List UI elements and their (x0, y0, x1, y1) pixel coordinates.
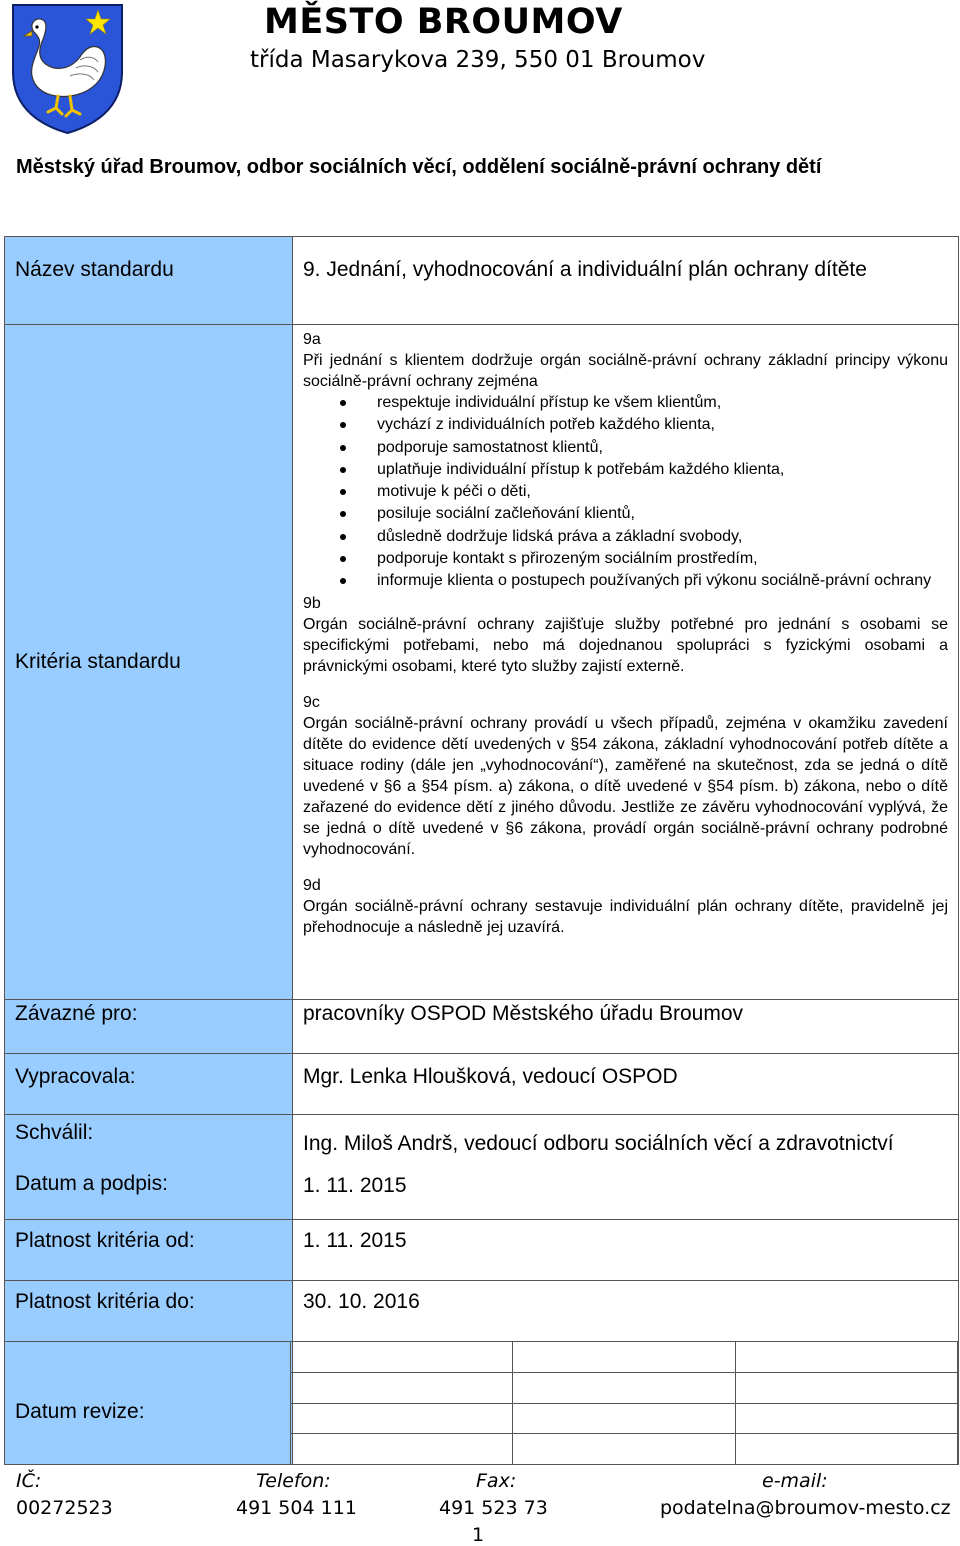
approved-value: Ing. Miloš Andrš, vedoucí odboru sociálních věcí a zdravotnictví (303, 1132, 894, 1155)
list-item: důsledně dodržuje lidská práva a základní svobody, (303, 526, 948, 548)
revision-cell[interactable] (735, 1342, 957, 1373)
city-crest-icon (10, 2, 125, 135)
revision-cell[interactable] (513, 1434, 735, 1465)
table-row (5, 237, 959, 325)
list-item: uplatňuje individuální přístup k potřebám každého klienta, (303, 459, 948, 481)
footer-ic (16, 1470, 113, 1519)
standard-title: 9. Jednání, vyhodnocování a individuální plán ochrany dítěte (303, 258, 867, 281)
criterion-id: 9d (303, 876, 321, 894)
criterion-id: 9a (303, 331, 321, 348)
revision-label: Datum revize: (5, 1342, 293, 1465)
approval-label-cell (5, 1115, 293, 1220)
city-address: třída Masarykova 239, 550 01 Broumov (250, 47, 706, 73)
criterion-id: 9c (303, 693, 320, 711)
table-row (5, 1220, 959, 1281)
revision-cell[interactable] (291, 1342, 513, 1373)
city-name: MĚSTO BROUMOV (264, 2, 623, 42)
criterion-text: Orgán sociálně-právní ochrany zajišťuje služby potřebné pro jednání s osobami se specifickými potřebami, nebo má dojednanou spolupráci s fyzickými osobami a právnickými osobami, které tyto služby zajistí externě. (303, 615, 948, 675)
name-cell (293, 237, 959, 325)
list-item: vychází z individuálních potřeb každého klienta, (303, 414, 948, 436)
footer-phone (236, 1470, 357, 1519)
date-sign-label: Datum a podpis: (15, 1172, 168, 1195)
footer-fax (439, 1470, 548, 1519)
table-row (5, 1281, 959, 1342)
revision-cell[interactable] (291, 1434, 513, 1465)
revision-cell[interactable] (291, 1372, 513, 1403)
list-item: podporuje samostatnost klientů, (303, 437, 948, 459)
date-sign-value: 1. 11. 2015 (303, 1174, 407, 1197)
revision-cell[interactable] (513, 1342, 735, 1373)
criterion-id: 9b (303, 594, 321, 612)
approval-value-cell (293, 1115, 959, 1220)
table-row (5, 325, 959, 1000)
valid-from-label: Platnost kritéria od: (5, 1220, 293, 1281)
valid-to-label: Platnost kritéria do: (5, 1281, 293, 1342)
prepared-value: Mgr. Lenka Hloušková, vedoucí OSPOD (293, 1054, 959, 1115)
valid-from-value: 1. 11. 2015 (293, 1220, 959, 1281)
list-item: podporuje kontakt s přirozeným sociálním prostředím, (303, 548, 948, 570)
table-row (5, 1000, 959, 1054)
list-item: motivuje k péči o děti, (303, 481, 948, 503)
table-row (5, 1054, 959, 1115)
standard-table (4, 236, 959, 1465)
phone-value: 491 504 111 (236, 1497, 357, 1519)
table-row (5, 1115, 959, 1220)
list-item: informuje klienta o postupech používaných při výkonu sociálně-právní ochrany (303, 570, 948, 592)
criteria-content (303, 325, 948, 938)
list-item: respektuje individuální přístup ke všem klientům, (303, 392, 948, 414)
criteria-cell (293, 325, 959, 1000)
approved-label: Schválil: (15, 1121, 94, 1144)
revision-cell[interactable] (513, 1372, 735, 1403)
ic-label: IČ: (16, 1470, 42, 1492)
list-item: posiluje sociální začleňování klientů, (303, 503, 948, 525)
criteria-label: Kritéria standardu (5, 325, 293, 1000)
criterion-text: Při jednání s klientem dodržuje orgán sociálně-právní ochrany základní principy výkonu sociálně-právní ochrany zejména (303, 352, 948, 390)
name-label: Název standardu (5, 237, 293, 325)
revision-grid (290, 1341, 958, 1465)
phone-label: Telefon: (256, 1470, 331, 1492)
office-heading: Městský úřad Broumov, odbor sociálních věcí, oddělení sociálně-právní ochrany dětí (16, 156, 822, 178)
fax-label: Fax: (476, 1470, 517, 1492)
footer-email (660, 1470, 951, 1519)
binding-value: pracovníky OSPOD Městského úřadu Broumov (293, 1000, 959, 1054)
page-number: 1 (472, 1524, 485, 1546)
email-link[interactable]: podatelna@broumov-mesto.cz (660, 1497, 951, 1519)
valid-to-value: 30. 10. 2016 (293, 1281, 959, 1342)
revision-cell[interactable] (291, 1403, 513, 1434)
footer (0, 1466, 960, 1546)
binding-label: Závazné pro: (5, 1000, 293, 1054)
letterhead (0, 0, 960, 140)
criterion-text: Orgán sociálně-právní ochrany provádí u všech případů, zejména v okamžiku zavedení dítěte do evidence dětí uvedených v §54 zákona, základní vyhodnocování potřeb dítěte a situace rodiny (dále jen „vyhodnocování“), zaměřené na skutečnost, zda se jedná o dítě uvedené v §6 a §54 písm. a) zákona, o dítě uvedené v §54 písm. b) zákona, nebo o dítě zařazené do evidence dětí z jiného důvodu. Jestliže ze závěru vyhodnocování vyplývá, že se jedná o dítě uvedené v §6 zákona, provádí orgán sociálně-právní ochrany podrobné vyhodnocování. (303, 714, 948, 858)
fax-value: 491 523 73 (439, 1497, 548, 1519)
principles-list (303, 392, 948, 593)
revision-cell[interactable] (735, 1434, 957, 1465)
revision-cell[interactable] (735, 1372, 957, 1403)
prepared-label: Vypracovala: (5, 1054, 293, 1115)
email-label: e-mail: (762, 1470, 828, 1492)
ic-value: 00272523 (16, 1497, 113, 1519)
revision-cell[interactable] (735, 1403, 957, 1434)
criterion-text: Orgán sociálně-právní ochrany sestavuje individuální plán ochrany dítěte, pravidelně jej přehodnocuje a následně jej uzavírá. (303, 897, 948, 936)
revision-cell[interactable] (513, 1403, 735, 1434)
